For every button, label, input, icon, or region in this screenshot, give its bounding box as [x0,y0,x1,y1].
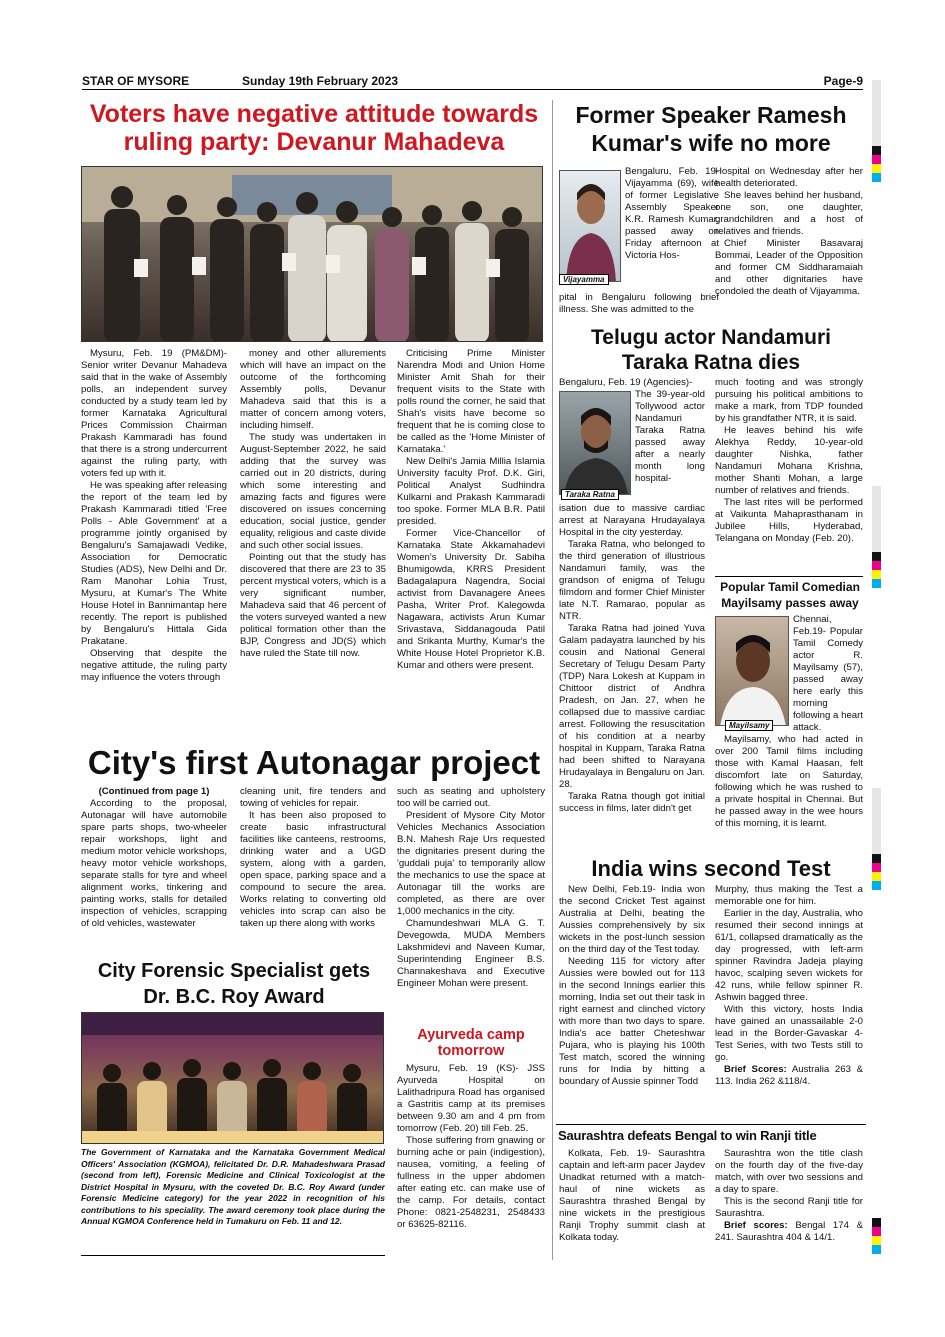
taraka-wrap-text: The 39-year-old Tollywood actor Nandamuri Taraka Ratna passed away after a nearly month long hospital- [635,389,705,484]
portrait-silhouette [716,617,789,726]
mahadeva-headline: Voters have negative attitude towards ruling party: Devanur Mahadeva [89,100,539,156]
mayilsamy-photo [715,616,789,726]
margin-bar [872,788,881,854]
ayurveda-body: Mysuru, Feb. 19 (KS)- JSS Ayurveda Hospital on Lalithadripura Road has organised a Gastritis camp at its premises between 9.30 am and 4 pm from tomorrow (Feb. 20) till Feb. 25. Those suffering from gnawing or burning ache or pain (indigestion), nausea, vomiting, a feeling of fullness in the upper abdomen after eating etc. can make use of the camp. For details, contact Phone: 0821-2548231, 2548433 or 63625-82116. [397,1063,545,1230]
forensic-caption: The Government of Karnataka and the Karnataka Government Medical Officers' Association (KGMOA), felicitated Dr. D.R. Mahadeshwara Prasad (second from left), Forensic Medicine and Clinical Toxicologist at the District Hospital in Mysuru, with the coveted Dr. B.C. Roy Award (under Forensic Medicine category) for the year 2022 in recognition of his contributions to his speciality. The award ceremony took place during the Annual KGMOA Conference held in Tumakuru on Feb. 11 and 12. [81,1147,385,1226]
ranji-col2: Saurashtra won the title clash on the fourth day of the five-day match, with over two sessions and a day to spare. This is the second Ranji title for Saurashtra. Brief scores: Bengal 174 & 241. Saurashtra 404 & 14/1. [715,1148,863,1243]
mayilsamy-rest-text: Mayilsamy, who had acted in over 200 Tamil films including those with Kamal Haasan, felt discomfort late on Saturday, following which he was rushed to a private hospital in Chennai. But he passed away in the wee hours of this morning, it is learnt. [715,734,863,829]
cmyk-marks-3 [872,854,881,890]
people-silhouettes [82,167,543,342]
margin-bar [872,80,881,146]
vijayamma-photo-wrap [559,170,621,292]
india-col2: Murphy, thus making the Test a memorable one for him. Earlier in the day, Australia, who resumed their second innings at 61/1, collapsed dramatically as the day progressed, with left-arm spinner Ravindra Jadeja playing havoc, scalping seven wickets for 42 runs, while fellow spinner R. Ashwin bagged three. With this victory, hosts India have gained an unassailable 2-0 lead in the Border-Gavaskar 4-Test Series, with two Tests still to go. Brief Scores: Australia 263 & 113. India 262 &118/4. [715,884,863,1087]
vijayamma-photo [559,170,621,282]
column-rule [552,100,553,1260]
vijayamma-col2: Hospital on Wednesday after her health deteriorated. She leaves behind her husband, one son, one daughter, grandchildren and a host of relatives and friends. Chief Minister Basavaraj Bommai, Leader of the Opposition and former CM Siddharamaiah and other dignitaries have condoled the death of Vijayamma. [715,166,863,297]
taraka-lead: Bengaluru, Feb. 19 (Agencies)- [559,377,693,388]
autonagar-col1: (Continued from page 1) According to the proposal, Autonagar will have automobile spare parts shops, two-wheeler repair workshops, light and medium motor vehicle workshops, heavy motor vehicle workshops, separate stalls for tyre and wheel alignment works, tinkering and painting works, stalls for detailed inspection of vehicles, scrapping of old vehicles, wastewater [81,786,227,929]
taraka-photo-tag: Taraka Ratna [561,489,619,500]
ranji-rule [556,1124,866,1125]
mayilsamy-photo-tag: Mayilsamy [725,720,773,731]
taraka-col2: much footing and was strongly pursuing his political ambitions to make a mark, from TDP founded by his grandfather NTR, it is said. He leaves behind his wife Alekhya Reddy, 10-year-old daughter Nishka, father Nandamuri Mohana Krishna, mother Shanti Mohan, a large number of relatives and friends. The last rites will be performed at Vaikunta Mahaprasthanam in Jubilee Hills, Hyderabad, Telangana on Monday (Feb. 20). [715,377,863,544]
issue-date: Sunday 19th February 2023 [242,74,399,88]
ranji-col1: Kolkata, Feb. 19- Saurashtra captain and left-arm pacer Jaydev Unadkat returned with a match-haul of nine wickets as Saurashtra thrashed Bengal by nine wickets in the prestigious Ranji Trophy summit clash at Kolkata today. [559,1148,705,1243]
india-col1: New Delhi, Feb.19- India won the second Cricket Test against Australia at Delhi, beating the Aussies comprehensively by six wickets in the post-lunch session on the third day of the Test today. Needing 115 for victory after Aussies were bowled out for 113 in the second Innings earlier this morning, India set out their task in right earnest and clinched victory with more than two days to spare. India's ace batter Cheteshwar Pujara, who is playing his 100th Test match, scored the winning runs for India by hitting a boundary of Aussie spinner Todd [559,884,705,1087]
vijayamma-headline: Former Speaker Ramesh Kumar's wife no more [575,102,847,156]
page-number: Page-9 [823,74,863,88]
taraka-col1-body: isation due to massive cardiac arrest at Narayana Hrudayalaya Hospital in the city yesterday. Taraka Ratna, who belonged to the third generation of illustrious Nandamuri family, was the grandson of enigma of Telugu filmdom and former Chief Minister late N.T. Ramarao, popular as NTR. Taraka Ratna had joined Yuva Galam padayatra launched by his cousin and National General Secretary of Telugu Desam Party (TDP) Nara Lokesh at Kuppam in Chittoor district of Andhra Pradesh, on Jan. 27, when he collapsed due to massive cardiac arrest. Following the resuscitation of his condition at a nearby hospital in Kuppam, Taraka Ratna had been shifted to Narayana Hrudayalaya in Bengaluru on Jan. 28. Taraka Ratna though got initial success in films, later didn't get [559,503,705,814]
award-photo [81,1012,384,1144]
india-headline: India wins second Test [591,856,831,881]
ranji-brief-label: Brief scores: [724,1220,788,1231]
mayilsamy-headline: Popular Tamil Comedian Mayilsamy passes away [720,580,860,610]
caption-underline [81,1255,385,1256]
mayilsamy-photo-wrap [715,616,789,734]
portrait-silhouette [560,171,621,282]
book-release-photo [81,166,543,342]
continued-note: (Continued from page 1) [98,786,210,797]
taraka-headline: Telugu actor Nandamuri Taraka Ratna dies [591,326,831,374]
mayilsamy-wrap-text: Chennai, Feb.19- Popular Tamil Comedy actor R. Mayilsamy (57), passed away here early this morning following a heart attack. [793,614,863,733]
mahadeva-col3: Criticising Prime Minister Narendra Modi and Union Home Minister Amit Shah for their frequent visits to the State with polls round the corner, he said that Shah's visits have become so frequent that he is coming close to be called as the 'Home Minister of Karnataka.' New Delhi's Jamia Millia Islamia University faculty Prof. D.K. Giri, Political Analyst Sudhindra Kulkarni and Prakash Kammaradi too spoke. Former MLA B.R. Patil presided. Former Vice-Chancellor of Karnataka State Akkamahadevi Women's University Dr. Sabiha Bhumigowda, KRRS President Badagalapura Nagendra, Social activist from Davanagere Anees Pasha, Writer Prof. Kalegowda Nagawara, activists Arun Kumar Srivastava, Siddanagouda Patil and Srikanta Murthy, Kumar's the White House Hotel Proprietor K.B. Kumar and others were present. [397,348,545,671]
mahadeva-col1: Mysuru, Feb. 19 (PM&DM)- Senior writer Devanur Mahadeva said that in the wake of Assembly polls, an independent survey conducted by a study team led by former Karnataka Agricultural Prices Commission Chairman Prakash Kammaradi has found that there is a strong undercurrent against the ruling party, with voters fed up with it. He was speaking after releasing the report of the team led by Prakash Kammaradi titled 'Free Polls - Able Government' at a programme jointly organised by Bengaluru's Samajawadi Vedike, Association for Democratic Studies (ADS), New Delhi and Dr. Ram Manohar Lohia Trust, Mysuru, at Kumar's The White House Hotel in Bannimantap here recently. The report is published by Bengaluru's Hittala Gida Prakatane. Observing that despite the negative attitude, the ruling party may influence the voters through [81,348,227,683]
india-brief-scores: Australia 263 & 113. India 262 &118/4. [715,1064,863,1087]
cmyk-marks-4 [872,1218,881,1254]
taraka-photo-wrap [559,391,631,503]
mayilsamy-body [715,614,863,854]
vijayamma-col1 [559,166,719,320]
mayilsamy-rule [715,576,863,577]
paper-name: STAR OF MYSORE [82,74,190,88]
page-header [82,74,863,90]
ayurveda-headline: Ayurveda camp tomorrow [417,1027,525,1059]
forensic-headline: City Forensic Specialist gets Dr. B.C. Roy Award [97,960,371,1008]
ranji-brief-scores: Bengal 174 & 241. Saurashtra 404 & 14/1. [715,1220,863,1243]
taraka-col1 [559,377,705,851]
vijayamma-rest-text: pital in Bengaluru following brief illness. She was admitted to the [559,292,719,315]
autonagar-col2: cleaning unit, fire tenders and towing of vehicles for repair. It has been also proposed to create basic infrastructural facilities like canteens, restrooms, drinking water and a UGD system, along with a garden, open space, parking space and a compound to secure the area. Works relating to converting old vehicles into scrap can also be taken up there along with works [240,786,386,929]
portrait-silhouette [560,392,631,495]
award-group-silhouettes [82,1013,384,1144]
margin-bar [872,486,881,552]
cmyk-marks-2 [872,552,881,588]
vijayamma-photo-tag: Vijayamma [559,274,609,285]
india-brief-label: Brief Scores: [724,1064,787,1075]
cmyk-marks-1 [872,146,881,182]
taraka-photo [559,391,631,495]
vijayamma-wrap-text: Bengaluru, Feb. 19- Vijayamma (69), wife of former Legislative Assembly Speaker K.R. Ramesh Kumar, passed away on Friday afternoon at Victoria Hos- [625,166,719,261]
autonagar-headline: City's first Autonagar project [87,744,541,781]
mahadeva-col2: money and other allurements which will have an impact on the outcome of the forthcoming Assembly polls, Devanur Mahadeva said that this is a matter of concern among voters, including himself. The study was undertaken in August-September 2022, he said adding that the survey was carried out in 20 districts, during which some interesting and amazing facts and figures were discovered on issues concerning education, social justice, gender equality, religious and caste divide and such other social issues. Pointing out that the study has discovered that there are 23 to 35 percent mystical voters, which is a very significant number, Mahadeva said that 46 percent of the voters surveyed wanted a new political formation other than the BJP, Congress and JD(S) which have ruled the State till now. [240,348,386,659]
ranji-headline: Saurashtra defeats Bengal to win Ranji title [558,1128,817,1143]
autonagar-col3: such as seating and upholstery too will be carried out. President of Mysore City Motor Vehicles Mechanics Association B.N. Mahesh Raje Urs requested the dignitaries present during the 'guddali puja' to temporarily allow the mechanics to use the space at Autonagar till the works are completed, as there are over 1,000 mechanics in the city. Chamundeshwari MLA G. T. Devegowda, MUDA Members Lakshmidevi and Naveen Kumar, Superintending Engineer B.S. Channakeshava and Executive Engineer Mohan were present. [397,786,545,989]
